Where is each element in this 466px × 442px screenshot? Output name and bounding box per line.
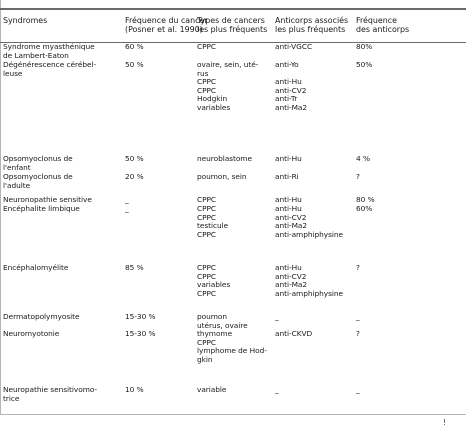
column-header: des anticorps — [356, 25, 410, 35]
syndrome-cell: Encéphalomyélite — [3, 263, 69, 272]
antibody-cell: anti-Ma2 — [275, 280, 308, 290]
cancer-type-cell: rus — [197, 68, 209, 78]
cancer-type-cell: poumon, sein — [197, 172, 247, 181]
column-header: Fréquence — [356, 16, 397, 25]
cancer-type-cell: utérus, ovaire — [197, 320, 248, 330]
cancer-type-cell: ovaire, sein, uté- — [197, 60, 259, 69]
header-top-rule — [0, 8, 466, 10]
antibody-cell: _ — [275, 385, 279, 394]
syndrome-cell: Opsomyoclonus de — [3, 172, 73, 181]
cancer-type-cell: Hodgkin — [197, 94, 228, 104]
antibody-frequency-cell: 4 % — [356, 154, 370, 163]
syndrome-cell: l'adulte — [3, 180, 31, 190]
antibody-frequency-cell: _ — [356, 312, 360, 321]
antibody-frequency-cell: ? — [356, 329, 360, 338]
syndrome-cell: trice — [3, 393, 20, 403]
antibody-frequency-cell: 50% — [356, 60, 373, 69]
antibody-cell: anti-CKVD — [275, 329, 313, 338]
antibody-cell: anti-CV2 — [275, 85, 307, 95]
column-header: Syndromes — [3, 16, 48, 25]
cancer-type-cell: variables — [197, 103, 231, 112]
cancer-type-cell: variable — [197, 385, 227, 394]
antibody-cell: anti-Hu — [275, 77, 302, 87]
column-header: Types de cancers — [197, 16, 265, 25]
syndrome-cell: Syndrome myasthénique — [3, 42, 95, 51]
syndrome-cell: Dermatopolymyosite — [3, 312, 80, 321]
antibody-cell: anti-VGCC — [275, 42, 313, 51]
cancer-type-cell: CPPC — [197, 204, 217, 213]
antibody-cell: anti-Hu — [275, 204, 302, 213]
cancer-type-cell: variables — [197, 280, 231, 290]
cancer-type-cell: CPPC — [197, 337, 217, 347]
column-header: Fréquence du cancer — [125, 16, 208, 25]
cancer-type-cell: CPPC — [197, 263, 217, 272]
antibody-cell: anti-CV2 — [275, 271, 307, 281]
cancer-frequency-cell: 85 % — [125, 263, 144, 272]
cancer-frequency-cell: 15-30 % — [125, 312, 156, 321]
antibody-cell: anti-amphiphysine — [275, 229, 344, 239]
page-mark: ! — [443, 418, 447, 427]
antibody-frequency-cell: 80 % — [356, 195, 375, 204]
antibody-cell: anti-Hu — [275, 263, 302, 272]
cancer-type-cell: CPPC — [197, 288, 217, 298]
cancer-frequency-cell: 10 % — [125, 385, 144, 394]
cancer-type-cell: CPPC — [197, 229, 217, 239]
cancer-frequency-cell: 50 % — [125, 60, 144, 69]
antibody-cell: anti-Tr — [275, 94, 298, 104]
antibody-cell: _ — [275, 312, 279, 321]
cancer-type-cell: lymphome de Hod- — [197, 346, 267, 356]
antibody-cell: anti-CV2 — [275, 212, 307, 222]
cancer-type-cell: CPPC — [197, 195, 217, 204]
cancer-type-cell: CPPC — [197, 271, 217, 281]
syndrome-cell: de Lambert-Eaton — [3, 50, 69, 60]
cancer-frequency-cell: 60 % — [125, 42, 144, 51]
column-header: (Posner et al. 1990) — [125, 25, 203, 35]
antibody-cell: anti-Ri — [275, 172, 299, 181]
cancer-type-cell: CPPC — [197, 85, 217, 95]
syndrome-cell: Neuronopathie sensitive — [3, 195, 92, 204]
antibody-frequency-cell: _ — [356, 385, 360, 394]
cancer-type-cell: thymome — [197, 329, 233, 338]
cancer-frequency-cell: 20 % — [125, 172, 144, 181]
cancer-type-cell: CPPC — [197, 212, 217, 222]
column-header: les plus fréquents — [275, 25, 346, 35]
cancer-frequency-cell: _ — [125, 195, 129, 204]
column-header: Anticorps associés — [275, 16, 349, 25]
syndrome-cell: Neuromyotonie — [3, 329, 60, 338]
antibody-cell: anti-Ma2 — [275, 221, 308, 231]
column-header: les plus fréquents — [197, 25, 268, 35]
antibody-cell: anti-amphiphysine — [275, 288, 344, 298]
antibody-cell: anti-Ma2 — [275, 103, 308, 112]
antibody-frequency-cell: 80% — [356, 42, 373, 51]
syndrome-cell: Encéphalite limbique — [3, 204, 80, 213]
cancer-type-cell: neuroblastome — [197, 154, 252, 163]
antibody-cell: anti-Hu — [275, 195, 302, 204]
antibody-cell: anti-Yo — [275, 60, 299, 69]
syndrome-cell: Neuropathie sensitivomo- — [3, 385, 98, 394]
cancer-type-cell: poumon — [197, 312, 228, 321]
antibody-frequency-cell: ? — [356, 172, 360, 181]
antibody-cell: anti-Hu — [275, 154, 302, 163]
antibody-frequency-cell: ? — [356, 263, 360, 272]
syndrome-cell: Opsomyoclonus de — [3, 154, 73, 163]
syndrome-cell: Dégénérescence cérébel- — [3, 60, 97, 69]
syndrome-cell: l'enfant — [3, 162, 31, 172]
cancer-frequency-cell: 50 % — [125, 154, 144, 163]
syndrome-cell: leuse — [3, 68, 23, 78]
cancer-type-cell: CPPC — [197, 42, 217, 51]
cancer-frequency-cell: _ — [125, 204, 129, 213]
cancer-type-cell: gkin — [197, 354, 213, 364]
cancer-type-cell: CPPC — [197, 77, 217, 87]
cancer-type-cell: testicule — [197, 221, 229, 231]
cancer-frequency-cell: 15-30 % — [125, 329, 156, 338]
antibody-frequency-cell: 60% — [356, 204, 373, 213]
